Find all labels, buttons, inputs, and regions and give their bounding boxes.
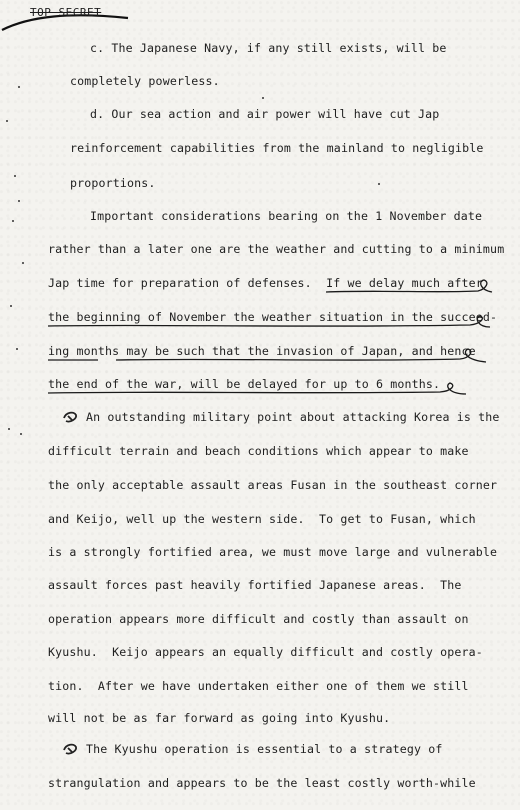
text-line: the end of the war, will be delayed for up to 6 months. (48, 377, 441, 391)
text-line: is a strongly fortified area, we must move large and vulnerable (48, 545, 498, 559)
handwritten-check-icon (62, 409, 80, 425)
text-line: rather than a later one are the weather and cutting to a minimum (48, 242, 505, 256)
text-line: will not be as far forward as going into Kyushu. (48, 711, 391, 725)
text-line: tion. After we have undertaken either one of them we still (48, 679, 469, 693)
text-line: ing months may be such that the invasion of Japan, and hence (48, 344, 476, 358)
scan-speck (12, 220, 14, 222)
text-line: Kyushu. Keijo appears an equally difficult and costly opera- (48, 645, 483, 659)
text-line: d. Our sea action and air power will have cut Jap (90, 107, 440, 121)
text-line: operation appears more difficult and costly than assault on (48, 612, 469, 626)
scan-speck (22, 262, 24, 264)
text-line: assault forces past heavily fortified Japanese areas. The (48, 578, 462, 592)
text-line: c. The Japanese Navy, if any still exists, will be (90, 41, 447, 55)
classification-stamp: TOP SECRET (30, 6, 102, 19)
scan-speck (262, 97, 264, 99)
text-line: and Keijo, well up the western side. To get to Fusan, which (48, 512, 476, 526)
text-line: the only acceptable assault areas Fusan in the southeast corner (48, 478, 498, 492)
text-line: Jap time for preparation of defenses. If we delay much after (48, 276, 483, 290)
text-line: An outstanding military point about attacking Korea is the (86, 410, 500, 424)
text-line: proportions. (70, 176, 156, 190)
scan-speck (8, 428, 10, 430)
scan-speck (378, 183, 380, 185)
scan-speck (6, 120, 8, 122)
scan-speck (10, 305, 12, 307)
text-line: strangulation and appears to be the least costly worth-while (48, 776, 476, 790)
scan-speck (18, 200, 20, 202)
text-line: reinforcement capabilities from the mainland to negligible (70, 141, 484, 155)
text-line: completely powerless. (70, 74, 220, 88)
scan-speck (16, 348, 18, 350)
scan-speck (20, 433, 22, 435)
scan-speck (18, 86, 20, 88)
text-line: the beginning of November the weather situation in the succeed- (48, 310, 498, 324)
text-line: The Kyushu operation is essential to a strategy of (86, 742, 443, 756)
text-line: Important considerations bearing on the 1 November date (90, 209, 483, 223)
handwritten-check-icon (62, 741, 80, 757)
scan-speck (14, 175, 16, 177)
text-line: difficult terrain and beach conditions which appear to make (48, 444, 469, 458)
